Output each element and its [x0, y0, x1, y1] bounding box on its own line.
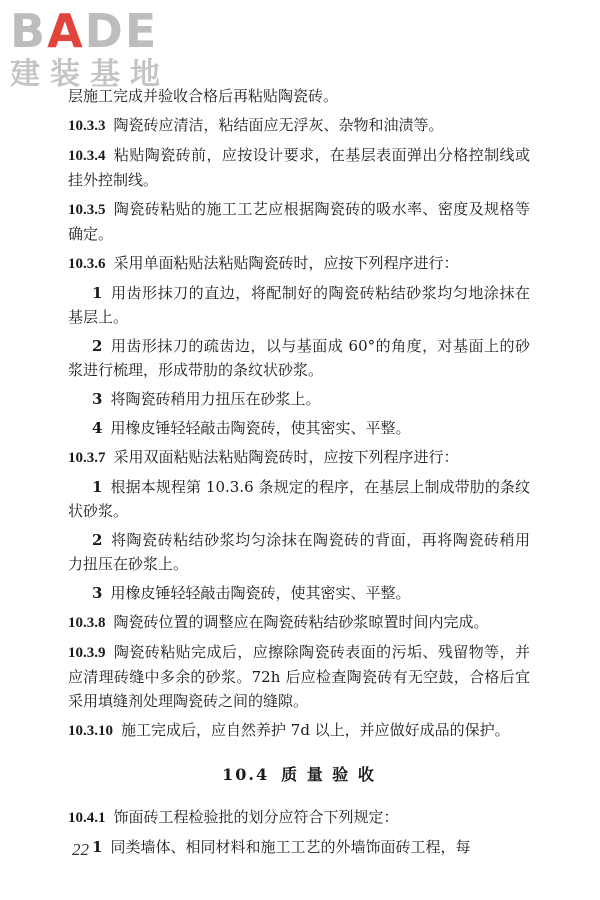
paragraph-continued: 层施工完成并验收合格后再粘贴陶瓷砖。 — [68, 87, 339, 105]
clause-10-3-3: 10.3.3 陶瓷砖应清洁，粘结面应无浮灰、杂物和油渍等。 — [68, 116, 444, 134]
list-item: 4 用橡皮锤轻轻敲击陶瓷砖，使其密实、平整。 — [92, 419, 411, 437]
clause-10-3-5: 10.3.5 陶瓷砖粘贴的施工工艺应根据陶瓷砖的吸水率、密度及规格等确定。 — [68, 200, 530, 243]
clause-10-3-4: 10.3.4 粘贴陶瓷砖前，应按设计要求，在基层表面弹出分格控制线或挂外控制线。 — [68, 146, 530, 189]
clause-10-3-6: 10.3.6 采用单面粘贴法粘贴陶瓷砖时，应按下列程序进行： — [68, 254, 459, 272]
list-item: 2 将陶瓷砖粘结砂浆均匀涂抹在陶瓷砖的背面，再将陶瓷砖稍用力扭压在砂浆上。 — [68, 531, 530, 573]
clause-10-4-1: 10.4.1 饰面砖工程检验批的划分应符合下列规定： — [68, 808, 399, 826]
clause-10-3-9: 10.3.9 陶瓷砖粘贴完成后，应擦除陶瓷砖表面的污垢、残留物等，并应清理砖缝中多余的砂浆。72h 后应检查陶瓷砖有无空鼓，合格后宜采用填缝剂处理陶瓷砖之间的缝隙。 — [68, 643, 530, 710]
clause-10-3-7: 10.3.7 采用双面粘贴法粘贴陶瓷砖时，应按下列程序进行： — [68, 448, 459, 466]
list-item: 3 用橡皮锤轻轻敲击陶瓷砖，使其密实、平整。 — [92, 584, 411, 602]
logo-chinese: 建装基地 — [10, 57, 170, 92]
page-number: 22 — [72, 840, 89, 859]
clause-10-3-8: 10.3.8 陶瓷砖位置的调整应在陶瓷砖粘结砂浆晾置时间内完成。 — [68, 613, 489, 631]
document-body — [68, 84, 530, 864]
logo-wordmark: BADE — [10, 4, 159, 58]
clause-10-3-10: 10.3.10 施工完成后，应自然养护 7d 以上，并应做好成品的保护。 — [68, 721, 510, 739]
bade-logo — [10, 6, 170, 92]
list-item: 1 根据本规程第 10.3.6 条规定的程序，在基层上制成带肋的条纹状砂浆。 — [68, 478, 530, 520]
section-heading: 10.4 质 量 验 收 — [222, 765, 376, 784]
list-item: 1 用齿形抹刀的直边，将配制好的陶瓷砖粘结砂浆均匀地涂抹在基层上。 — [68, 284, 530, 326]
list-item: 1 同类墙体、相同材料和施工工艺的外墙饰面砖工程，每 — [92, 838, 471, 856]
list-item: 3 将陶瓷砖稍用力扭压在砂浆上。 — [92, 390, 321, 408]
list-item: 2 用齿形抹刀的疏齿边，以与基面成 60°的角度，对基面上的砂浆进行梳理，形成带肋的条纹状砂浆。 — [68, 337, 530, 379]
